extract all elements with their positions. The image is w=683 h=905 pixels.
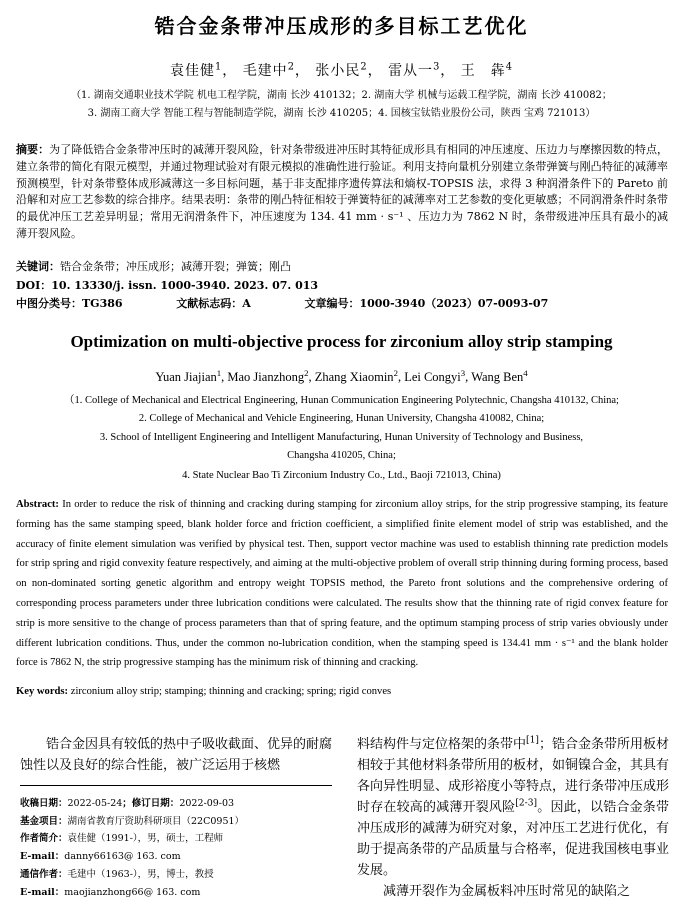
classification-line xyxy=(16,295,668,311)
class-value: TG386 xyxy=(82,297,123,310)
author-affil-marker: 3 xyxy=(460,367,466,378)
author-separator: , xyxy=(308,370,315,384)
email-label: E-mail： xyxy=(20,851,65,862)
citation-link[interactable]: [2-3] xyxy=(515,798,538,809)
author-affil-marker: 3 xyxy=(433,61,441,73)
body-text: 料结构件与定位格架的条带中 xyxy=(357,737,527,752)
chinese-title: 锆合金条带冲压成形的多目标工艺优化 xyxy=(154,14,529,38)
author-bio-label: 作者简介： xyxy=(20,833,68,844)
received-date: 2022-05-24 xyxy=(67,798,123,809)
author-name: 张小民 xyxy=(315,63,361,79)
english-affiliation-line: 3. School of Intelligent Engineering and Intelligent Manufacturing, Hunan University of Technology and Business, xyxy=(99,432,584,443)
author-name: Zhang Xiaomin xyxy=(314,370,394,384)
body-text: 。因此，以锆合金条带冲压成形的减薄为研究对象，对冲压工艺进行优化，有助于提高条带的产品质量与合格率，促进我国核电事业发展。 xyxy=(357,800,670,878)
author-affil-marker: 2 xyxy=(360,61,368,73)
english-affiliation-line: 4. State Nuclear Bao Ti Zirconium Industry Co., Ltd., Baoji 721013, China) xyxy=(182,470,501,481)
author-name: 袁佳健 xyxy=(170,63,215,79)
email-label: E-mail： xyxy=(20,887,65,898)
author-name: Mao Jianzhong xyxy=(227,370,305,384)
body-paragraph xyxy=(357,734,669,881)
author-name: Yuan Jiajian xyxy=(155,370,217,384)
fund-text: 湖南省教育厅资助科研项目（22C0951） xyxy=(67,816,245,827)
english-affiliation-line: （1. College of Mechanical and Electrical Engineering, Hunan Communication Engineering Polytechnic, Changsha 410132, China; xyxy=(64,395,619,406)
chinese-affiliation-line: 3. 湖南工商大学 智能工程与智能制造学院，湖南 长沙 410205；4. 国核宝钛锆业股份公司，陕西 宝鸡 721013） xyxy=(87,108,596,119)
abstract-text: 为了降低锆合金条带冲压时的减薄开裂风险，针对条带级进冲压时其特征成形具有相同的冲压速度、压边力与摩擦因数的特点，建立条带的简化有限元模型，并通过物理试验对有限元模拟的准确性进行验证。利用支持向量机分别建立条带弹簧与刚凸特征的减薄率预测模型，针对条带整体成形减薄这一多目标问题，基于非支配排序遗传算法和熵权-TOPSIS 法，求得 3 种润滑条件下的 Pareto 前沿解和对应工艺参数的综合排序。结果表明：条带的刚凸特征相较于弹簧特征的减薄率对工艺参数的变化更敏感；不同润滑条件时条带的最优冲压工艺差异明显；常用无润滑条件下，冲压速度为 134. 41 mm · s⁻¹ 、压边力为 7862 N 时，条带级进冲压具有最小的减薄开裂风险。 xyxy=(16,143,668,240)
revised-date: 2022-09-03 xyxy=(179,798,235,809)
revised-label: ；修订日期： xyxy=(122,798,180,809)
body-text: ；锆合金条带所用板材相较于其他材料条带所用的板材，如铜镍合金，其具有各向异性明显、成形裕度小等特点，进行条带冲压成形时存在较高的减薄开裂风险 xyxy=(357,737,670,815)
citation-link[interactable]: [1] xyxy=(526,735,539,746)
english-author-list xyxy=(0,367,683,385)
doi-label: DOI： xyxy=(16,279,52,292)
author-affil-marker: 2 xyxy=(304,367,309,378)
received-label: 收稿日期： xyxy=(20,798,68,809)
email-link[interactable]: maojianzhong66@ 163. com xyxy=(64,887,201,898)
corresponding-label: 通信作者： xyxy=(20,869,68,880)
english-abstract xyxy=(16,495,668,673)
author-separator: ， xyxy=(222,63,238,79)
doi-line xyxy=(16,277,318,293)
body-paragraph: 减薄开裂作为金属板料冲压时常见的缺陷之 xyxy=(383,884,631,899)
footnote-author xyxy=(20,830,340,844)
keywords-label: Key words: xyxy=(16,686,69,697)
keywords-text: 锆合金条带；冲压成形；减薄开裂；弹簧；刚凸 xyxy=(60,260,291,273)
keywords-text: zirconium alloy strip; stamping; thinning and cracking; spring; rigid conves xyxy=(70,686,392,697)
body-right-column xyxy=(357,734,669,902)
author-affil-marker: 1 xyxy=(215,61,223,73)
english-title: Optimization on multi-objective process for zirconium alloy strip stamping xyxy=(70,332,613,351)
doc-code-value: A xyxy=(242,297,251,310)
chinese-author-list xyxy=(0,60,683,80)
chinese-keywords xyxy=(16,258,291,274)
author-affil-marker: 1 xyxy=(216,367,222,378)
author-affil-marker: 2 xyxy=(393,367,398,378)
email-link[interactable]: danny66163@ 163. com xyxy=(64,851,181,862)
author-affil-marker: 4 xyxy=(523,367,528,378)
author-affil-marker: 2 xyxy=(287,61,295,73)
author-separator: , xyxy=(465,370,472,384)
footnote-email xyxy=(20,848,340,862)
abstract-text: In order to reduce the risk of thinning and cracking during stamping for zirconium alloy strips, for the strip progressive stamping, its feature forming has the same stamping speed, blank holder force and friction coefficient, a simplified finite element model of strip was established, and the accuracy of finite element simulation was verified by physical test. Then, support vector machine was used to establish thinning rate prediction models for strip spring and rigid convexity feature respectively, and aiming at the multi-objective problem of overall strip thinning during forming process, based on non-dominated sorting genetic algorithm and entropy weight TOPSIS method, the Pareto front solutions and the comprehensive ordering of corresponding process parameters under three lubrication conditions were calculated. The results show that the thinning rate of rigid convex feature for strip is more sensitive to the change of process parameters than that of spring feature, and the optimum stamping process of strip varies obviously under different lubrication conditions. Thus, under the common no-lubrication condition, when the stamping speed is 134.41 mm · s⁻¹ and the blank holder force is 7862 N, the strip progressive stamping has the minimum risk of thinning and cracking. xyxy=(16,499,668,669)
footnote-divider xyxy=(20,785,332,786)
english-affiliation-line: 2. College of Mechanical and Vehicle Engineering, Hunan University, Changsha 410082, China; xyxy=(138,413,545,424)
footnote-fund xyxy=(20,813,340,827)
english-affiliation-line: Changsha 410205, China; xyxy=(287,450,396,461)
author-separator: ， xyxy=(294,63,310,79)
doi-link[interactable]: 10. 13330/j. issn. 1000-3940. 2023. 07. 013 xyxy=(51,279,319,292)
keywords-label: 关键词： xyxy=(16,260,60,273)
author-name: 雷从一 xyxy=(388,63,434,79)
footnote-email xyxy=(20,884,340,898)
footnote-dates xyxy=(20,795,340,809)
doc-code-label: 文献标志码： xyxy=(176,297,243,310)
article-number-label: 文章编号： xyxy=(304,297,360,310)
author-separator: , xyxy=(221,370,228,384)
author-bio-text: 袁佳健（1991-），男，硕士，工程师 xyxy=(67,833,224,844)
english-keywords xyxy=(16,686,668,697)
footnote-corresponding xyxy=(20,866,340,880)
author-separator: ， xyxy=(440,63,456,79)
body-left-paragraph: 锆合金因具有较低的热中子吸收截面、优异的耐腐蚀性以及良好的综合性能，被广泛运用于核燃 xyxy=(20,737,333,773)
fund-label: 基金项目： xyxy=(20,816,68,827)
author-separator: ， xyxy=(367,63,383,79)
author-affil-marker: 4 xyxy=(505,61,513,73)
abstract-label: Abstract: xyxy=(16,499,59,510)
author-name: 王 犇 xyxy=(460,63,506,79)
chinese-abstract xyxy=(16,142,668,243)
chinese-affiliation-line: （1. 湖南交通职业技术学院 机电工程学院，湖南 长沙 410132；2. 湖南大学 机械与运载工程学院，湖南 长沙 410082； xyxy=(71,90,612,101)
abstract-label: 摘要： xyxy=(16,143,50,156)
class-label: 中图分类号： xyxy=(16,297,82,310)
corresponding-text: 毛建中（1963-），男，博士，教授 xyxy=(67,869,214,880)
author-name: 毛建中 xyxy=(242,63,288,79)
author-name: Wang Ben xyxy=(471,370,524,384)
article-number-value: 1000-3940（2023）07-0093-07 xyxy=(359,297,549,310)
author-separator: , xyxy=(397,370,405,384)
author-name: Lei Congyi xyxy=(404,370,461,384)
